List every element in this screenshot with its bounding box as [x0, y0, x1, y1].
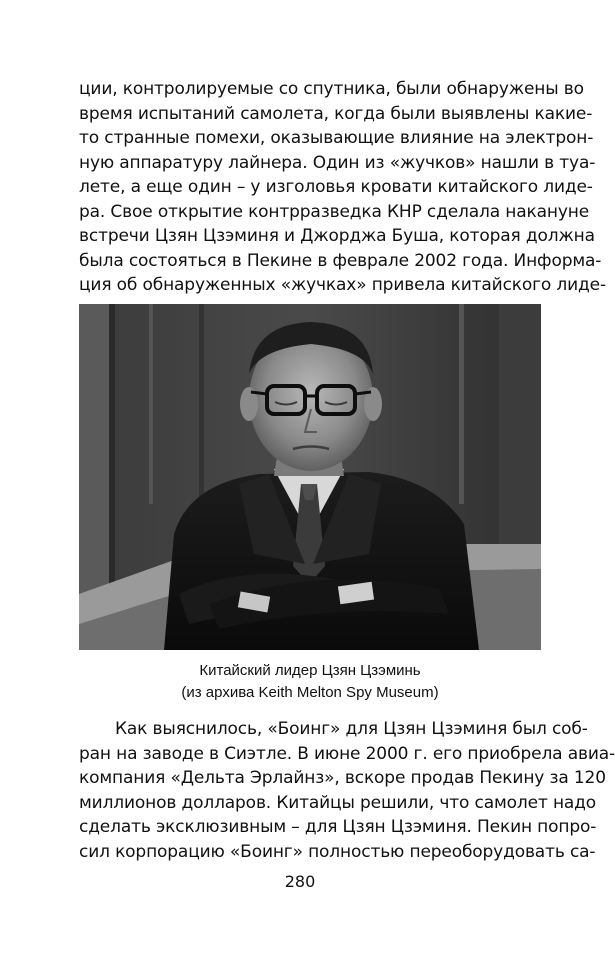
text-line: ную аппаратуру лайнера. Один из «жучков» нашли в туа- [79, 152, 596, 173]
text-line: время испытаний самолета, когда были выявлены какие- [79, 103, 593, 124]
text-line: ран на заводе в Сиэтле. В июне 2000 г. его приобрела авиа- [79, 743, 615, 764]
text-line: ции, контролируемые со спутника, были обнаружены во [79, 79, 584, 99]
text-line: сделать эксклюзивным – для Цзян Цзэминя. Пекин попро- [79, 817, 597, 837]
text-line: сил корпорацию «Боинг» полностью переоборудовать са- [79, 841, 596, 862]
text-line: Как выяснилось, «Боинг» для Цзян Цзэминя был соб- [115, 719, 588, 739]
photo-caption-title: Китайский лидер Цзян Цзэминь [199, 662, 421, 679]
text-line: компания «Дельта Эрлайнз», вскоре продав Пекину за 120 [79, 768, 606, 788]
text-line: лете, а еще один – у изголовья кровати китайского лиде- [79, 177, 593, 197]
top-paragraph [79, 77, 606, 322]
text-line: была состояться в Пекине в феврале 2002 года. Информа- [79, 250, 602, 271]
text-line: то странные помехи, оказывающие влияние на электрон- [79, 128, 594, 148]
text-line: миллионов долларов. Китайцы решили, что самолет надо [79, 792, 597, 813]
bottom-paragraph [79, 717, 615, 864]
photo-caption-credit: (из архива Keith Melton Spy Museum) [181, 684, 439, 701]
portrait-photo [79, 304, 541, 650]
portrait-photo-illustration [79, 304, 541, 650]
text-line: ра. Свое открытие контрразведка КНР сделала накануне [79, 201, 590, 222]
page-number: 280 [284, 872, 316, 891]
text-line: ция об обнаруженных «жучках» привела китайского лиде- [79, 275, 606, 295]
text-line: встречи Цзян Цзэминя и Джорджа Буша, которая должна [79, 226, 595, 246]
